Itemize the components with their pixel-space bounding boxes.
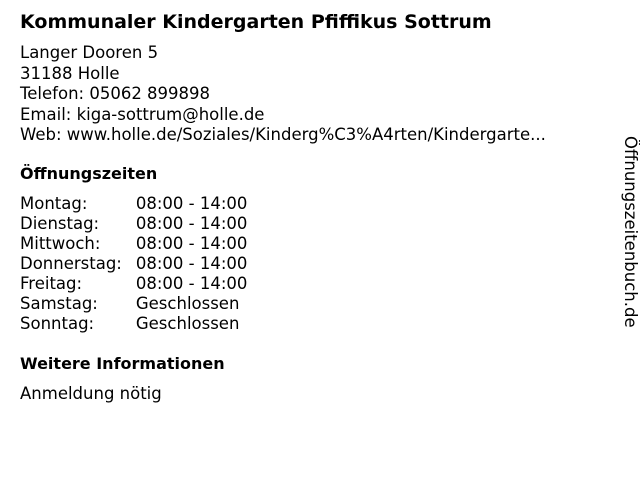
day-label: Montag: — [20, 194, 88, 213]
hours-row-thursday — [20, 254, 247, 274]
address-block — [20, 43, 546, 146]
hours-row-saturday — [20, 294, 247, 314]
opening-hours-heading: Öffnungszeiten — [20, 164, 158, 183]
day-label: Sonntag: — [20, 314, 95, 333]
further-info-heading: Weitere Informationen — [20, 354, 225, 373]
page-title: Kommunaler Kindergarten Pfiffikus Sottrum — [20, 11, 492, 33]
hours-row-wednesday — [20, 234, 247, 254]
day-hours: 08:00 - 14:00 — [135, 214, 248, 233]
day-label: Samstag: — [20, 294, 98, 313]
day-hours: Geschlossen — [135, 314, 240, 333]
day-label: Dienstag: — [20, 214, 100, 233]
day-hours: 08:00 - 14:00 — [135, 254, 248, 273]
day-label: Freitag: — [20, 274, 83, 293]
street: Langer Dooren 5 — [20, 43, 159, 62]
city: 31188 Holle — [20, 63, 120, 83]
hours-row-sunday — [20, 314, 247, 334]
phone: Telefon: 05062 899898 — [20, 84, 211, 103]
opening-hours-table — [20, 194, 247, 334]
day-hours: 08:00 - 14:00 — [135, 194, 248, 213]
day-label: Donnerstag: — [20, 254, 122, 273]
hours-row-tuesday — [20, 214, 247, 234]
further-info-text: Anmeldung nötig — [20, 384, 162, 403]
hours-row-friday — [20, 274, 247, 294]
day-hours: 08:00 - 14:00 — [135, 234, 248, 253]
day-label: Mittwoch: — [20, 234, 101, 253]
watermark: Öffnungszeitenbuch.de — [621, 136, 640, 328]
email: Email: kiga-sottrum@holle.de — [20, 104, 265, 124]
website: Web: www.holle.de/Soziales/Kinderg%C3%A4rten/Kindergarte... — [20, 125, 546, 144]
day-hours: Geschlossen — [135, 294, 240, 313]
day-hours: 08:00 - 14:00 — [135, 274, 248, 293]
hours-row-monday — [20, 194, 247, 214]
